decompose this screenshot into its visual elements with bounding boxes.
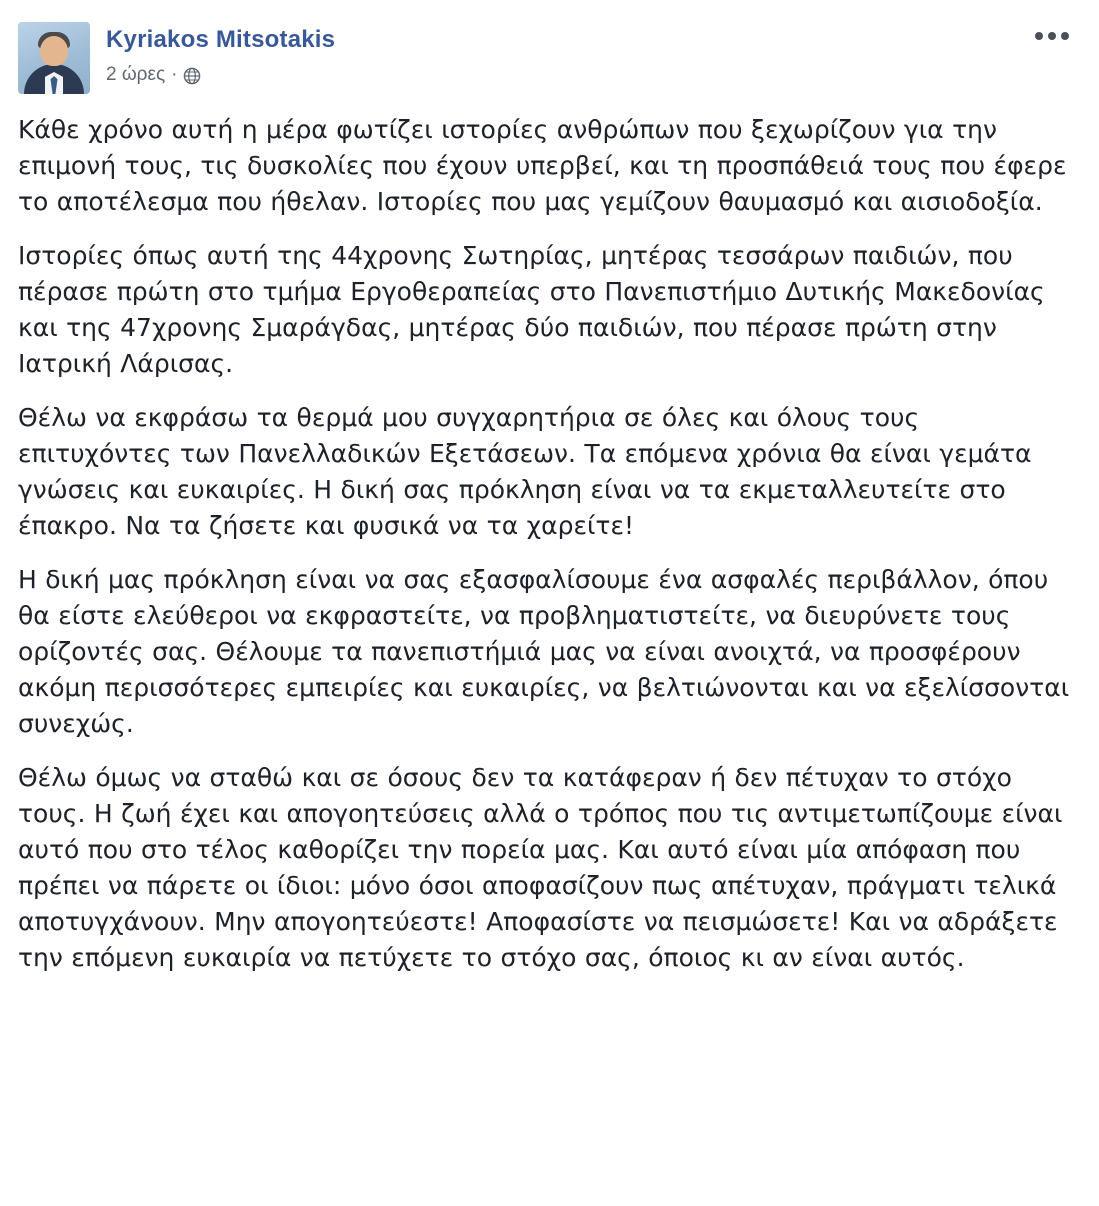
more-options-dot — [1048, 32, 1056, 40]
post-header-text — [106, 20, 335, 86]
post-author-name[interactable]: Kyriakos Mitsotakis — [106, 26, 336, 53]
globe-icon[interactable] — [183, 67, 201, 85]
post-timestamp[interactable]: 2 ώρες — [106, 63, 166, 85]
post-meta — [106, 64, 335, 86]
post-header — [18, 16, 1071, 100]
post-paragraph: Κάθε χρόνο αυτή η μέρα φωτίζει ιστορίες ανθρώπων που ξεχωρίζουν για την επιμονή τους, τις δυσκολίες που έχουν υπερβεί, και τη προσπάθειά τους που έφερε το αποτέλεσμα που ήθελαν. Ιστορίες που μας γεμίζουν θαυμασμό και αισιοδοξία. — [18, 115, 1067, 216]
post-paragraph: Θέλω όμως να σταθώ και σε όσους δεν τα κατάφεραν ή δεν πέτυχαν το στόχο τους. Η ζωή έχει και απογοητεύσεις αλλά ο τρόπος που τις αντιμετωπίζουμε είναι αυτό που στο τέλος καθορίζει την πορεία μας. Και αυτό είναι μία απόφαση που πρέπει να πάρετε οι ίδιοι: μόνο όσοι αποφασίζουν πως απέτυχαν, πράγματι τελικά αποτυγχάνουν. Μην απογοητεύεστε! Αποφασίστε να πεισμώσετε! Και να αδράξετε την επόμενη ευκαιρία να πετύχετε το στόχο σας, όποιος κι αν είναι αυτός. — [18, 763, 1063, 972]
post-paragraph: Ιστορίες όπως αυτή της 44χρονης Σωτηρίας, μητέρας τεσσάρων παιδιών, που πέρασε πρώτη στο τμήμα Εργοθεραπείας στο Πανεπιστήμιο Δυτικής Μακεδονίας και της 47χρονης Σμαράγδας, μητέρας δύο παιδιών, που πέρασε πρώτη στην Ιατρική Λάρισας. — [18, 241, 1045, 378]
more-options-icon[interactable] — [1033, 26, 1071, 46]
post-body — [18, 112, 1071, 976]
post-paragraph: Θέλω να εκφράσω τα θερμά μου συγχαρητήρια σε όλες και όλους τους επιτυχόντες των Πανελλαδικών Εξετάσεων. Τα επόμενα χρόνια θα είναι γεμάτα γνώσεις και ευκαιρίες. Η δική σας πρόκληση είναι να τα εκμεταλλευτείτε στο έπακρο. Να τα ζήσετε και φυσικά να τα χαρείτε! — [18, 403, 1032, 540]
more-options-dot — [1035, 32, 1043, 40]
post-paragraph: Η δική μας πρόκληση είναι να σας εξασφαλίσουμε ένα ασφαλές περιβάλλον, όπου θα είστε ελεύθεροι να εκφραστείτε, να προβληματιστείτε, να διευρύνετε τους ορίζοντές σας. Θέλουμε τα πανεπιστήμιά μας να είναι ανοιχτά, να προσφέρουν ακόμη περισσότερες εμπειρίες και ευκαιρίες, να βελτιώνονται και να εξελίσσονται συνεχώς. — [18, 565, 1070, 738]
avatar-face — [40, 36, 68, 66]
more-options-dot — [1061, 32, 1069, 40]
meta-separator: · — [171, 63, 178, 85]
avatar[interactable] — [18, 22, 90, 94]
